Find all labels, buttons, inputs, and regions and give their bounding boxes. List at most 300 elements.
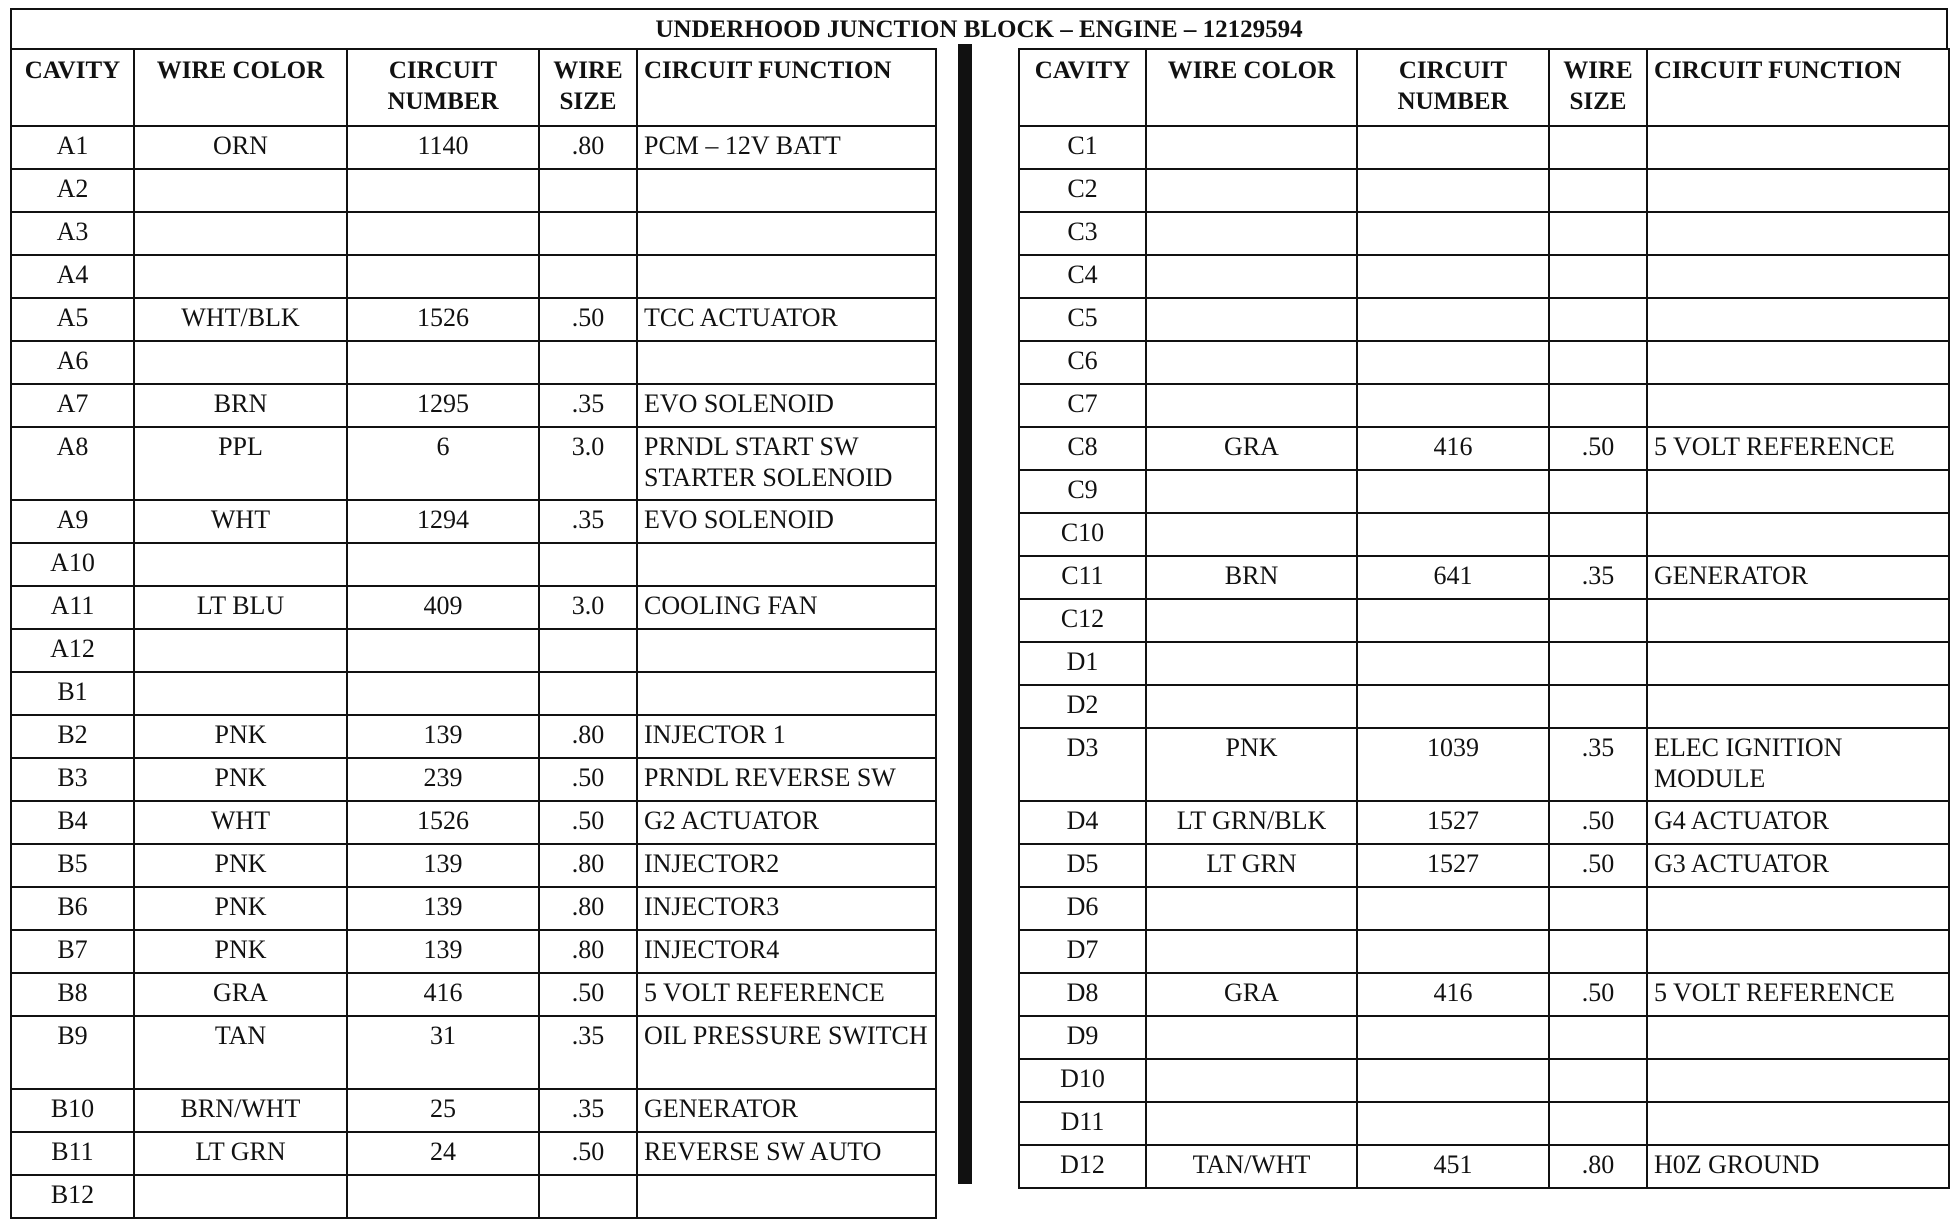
- circuit-function-cell: [637, 543, 936, 586]
- circuit-function-cell: G4 ACTUATOR: [1647, 801, 1949, 844]
- wire-color-cell: GRA: [1146, 427, 1357, 470]
- table-row: [1019, 973, 1949, 1016]
- cavity-cell: C9: [1019, 470, 1146, 513]
- cavity-cell: A11: [11, 586, 134, 629]
- wire-color-cell: [1146, 298, 1357, 341]
- wire-size-cell: .50: [1549, 973, 1647, 1016]
- wire-size-cell: [1549, 599, 1647, 642]
- cavity-cell: B2: [11, 715, 134, 758]
- cavity-cell: C7: [1019, 384, 1146, 427]
- circuit-function-cell: [1647, 1016, 1949, 1059]
- circuit-function-cell: [637, 629, 936, 672]
- table-row: [1019, 470, 1949, 513]
- circuit-function-cell: [1647, 255, 1949, 298]
- circuit-number-cell: [347, 672, 539, 715]
- cavity-cell: C5: [1019, 298, 1146, 341]
- wire-color-cell: PNK: [1146, 728, 1357, 801]
- wire-color-cell: [1146, 169, 1357, 212]
- circuit-function-cell: INJECTOR3: [637, 887, 936, 930]
- wire-size-cell: [1549, 1016, 1647, 1059]
- circuit-number-cell: 1294: [347, 500, 539, 543]
- wire-size-cell: [1549, 298, 1647, 341]
- cavity-cell: A5: [11, 298, 134, 341]
- circuit-number-cell: 1526: [347, 801, 539, 844]
- table-row: [1019, 1059, 1949, 1102]
- circuit-number-cell: [1357, 599, 1549, 642]
- header-row: [11, 49, 936, 126]
- cavity-cell: D9: [1019, 1016, 1146, 1059]
- wire-color-cell: [1146, 341, 1357, 384]
- wire-size-cell: [539, 543, 637, 586]
- wire-color-cell: [134, 169, 347, 212]
- cavity-cell: D5: [1019, 844, 1146, 887]
- wire-size-cell: [1549, 212, 1647, 255]
- wire-size-cell: .50: [539, 1132, 637, 1175]
- wire-size-cell: .50: [1549, 427, 1647, 470]
- cavity-cell: A3: [11, 212, 134, 255]
- circuit-number-cell: [1357, 470, 1549, 513]
- wire-size-cell: .80: [539, 887, 637, 930]
- table-row: [11, 1089, 936, 1132]
- circuit-number-cell: [1357, 384, 1549, 427]
- wire-color-cell: [1146, 1059, 1357, 1102]
- table-row: [11, 844, 936, 887]
- circuit-function-cell: 5 VOLT REFERENCE: [1647, 427, 1949, 470]
- wire-size-cell: .50: [1549, 844, 1647, 887]
- table-row: [11, 629, 936, 672]
- circuit-number-cell: [1357, 126, 1549, 169]
- wire-color-cell: [134, 672, 347, 715]
- table-row: [11, 212, 936, 255]
- circuit-number-cell: 451: [1357, 1145, 1549, 1188]
- wire-color-cell: [1146, 126, 1357, 169]
- circuit-function-cell: EVO SOLENOID: [637, 500, 936, 543]
- circuit-number-cell: 1295: [347, 384, 539, 427]
- table-row: [1019, 1016, 1949, 1059]
- cavity-cell: C2: [1019, 169, 1146, 212]
- circuit-number-cell: [347, 212, 539, 255]
- circuit-function-cell: ELEC IGNITION MODULE: [1647, 728, 1949, 801]
- table-row: [1019, 513, 1949, 556]
- table-row: [11, 715, 936, 758]
- wire-color-cell: PNK: [134, 758, 347, 801]
- cavity-cell: D10: [1019, 1059, 1146, 1102]
- circuit-function-cell: [1647, 341, 1949, 384]
- table-row: [1019, 642, 1949, 685]
- table-row: [11, 672, 936, 715]
- circuit-function-cell: COOLING FAN: [637, 586, 936, 629]
- table-row: [1019, 685, 1949, 728]
- right-pinout-table: [1018, 48, 1950, 1189]
- header-circuit-number: CIRCUIT NUMBER: [347, 49, 539, 126]
- wire-color-cell: [1146, 513, 1357, 556]
- wire-color-cell: WHT: [134, 801, 347, 844]
- circuit-number-cell: 31: [347, 1016, 539, 1089]
- wire-color-cell: [134, 1175, 347, 1218]
- circuit-number-cell: 139: [347, 715, 539, 758]
- circuit-function-cell: [1647, 212, 1949, 255]
- circuit-function-cell: [637, 1175, 936, 1218]
- circuit-function-cell: GENERATOR: [1647, 556, 1949, 599]
- wire-color-cell: [134, 255, 347, 298]
- wire-color-cell: PPL: [134, 427, 347, 500]
- circuit-function-cell: [1647, 169, 1949, 212]
- header-wire-size: WIRE SIZE: [539, 49, 637, 126]
- wire-color-cell: LT GRN: [1146, 844, 1357, 887]
- wire-size-cell: .50: [539, 973, 637, 1016]
- circuit-number-cell: 6: [347, 427, 539, 500]
- wire-size-cell: .35: [1549, 728, 1647, 801]
- circuit-function-cell: [1647, 685, 1949, 728]
- circuit-function-cell: REVERSE SW AUTO: [637, 1132, 936, 1175]
- circuit-number-cell: [1357, 930, 1549, 973]
- cavity-cell: C3: [1019, 212, 1146, 255]
- table-row: [11, 500, 936, 543]
- circuit-number-cell: 416: [1357, 427, 1549, 470]
- cavity-cell: A10: [11, 543, 134, 586]
- circuit-number-cell: 409: [347, 586, 539, 629]
- circuit-function-cell: GENERATOR: [637, 1089, 936, 1132]
- cavity-cell: C8: [1019, 427, 1146, 470]
- cavity-cell: B3: [11, 758, 134, 801]
- table-row: [1019, 887, 1949, 930]
- circuit-number-cell: [1357, 255, 1549, 298]
- wire-color-cell: BRN: [134, 384, 347, 427]
- wire-color-cell: [1146, 887, 1357, 930]
- table-row: [1019, 384, 1949, 427]
- circuit-function-cell: PCM – 12V BATT: [637, 126, 936, 169]
- cavity-cell: A1: [11, 126, 134, 169]
- cavity-cell: D8: [1019, 973, 1146, 1016]
- circuit-number-cell: [1357, 1059, 1549, 1102]
- page-title: UNDERHOOD JUNCTION BLOCK – ENGINE – 12129594: [10, 8, 1948, 48]
- wire-color-cell: PNK: [134, 887, 347, 930]
- cavity-cell: D3: [1019, 728, 1146, 801]
- circuit-number-cell: [347, 629, 539, 672]
- wire-size-cell: [539, 212, 637, 255]
- wire-size-cell: [539, 169, 637, 212]
- wire-color-cell: [134, 341, 347, 384]
- table-row: [1019, 844, 1949, 887]
- table-row: [11, 126, 936, 169]
- circuit-function-cell: PRNDL START SW STARTER SOLENOID: [637, 427, 936, 500]
- circuit-number-cell: [1357, 169, 1549, 212]
- circuit-function-cell: G3 ACTUATOR: [1647, 844, 1949, 887]
- wire-color-cell: [1146, 255, 1357, 298]
- cavity-cell: D12: [1019, 1145, 1146, 1188]
- cavity-cell: D7: [1019, 930, 1146, 973]
- cavity-cell: B9: [11, 1016, 134, 1089]
- circuit-function-cell: TCC ACTUATOR: [637, 298, 936, 341]
- cavity-cell: C11: [1019, 556, 1146, 599]
- circuit-function-cell: [1647, 599, 1949, 642]
- wire-size-cell: [1549, 341, 1647, 384]
- circuit-function-cell: H0Z GROUND: [1647, 1145, 1949, 1188]
- circuit-number-cell: 25: [347, 1089, 539, 1132]
- wire-color-cell: GRA: [134, 973, 347, 1016]
- wire-color-cell: [134, 212, 347, 255]
- circuit-function-cell: G2 ACTUATOR: [637, 801, 936, 844]
- cavity-cell: B12: [11, 1175, 134, 1218]
- wire-size-cell: .80: [539, 126, 637, 169]
- circuit-function-cell: INJECTOR4: [637, 930, 936, 973]
- cavity-cell: B4: [11, 801, 134, 844]
- wire-size-cell: .35: [539, 384, 637, 427]
- circuit-function-cell: [1647, 887, 1949, 930]
- table-row: [1019, 728, 1949, 801]
- table-row: [1019, 126, 1949, 169]
- circuit-number-cell: [1357, 642, 1549, 685]
- cavity-cell: C6: [1019, 341, 1146, 384]
- circuit-function-cell: [637, 255, 936, 298]
- table-row: [11, 384, 936, 427]
- wire-size-cell: [1549, 685, 1647, 728]
- wire-size-cell: [539, 255, 637, 298]
- circuit-function-cell: OIL PRESSURE SWITCH: [637, 1016, 936, 1089]
- circuit-number-cell: [347, 341, 539, 384]
- table-row: [1019, 1145, 1949, 1188]
- table-row: [1019, 556, 1949, 599]
- circuit-number-cell: 1039: [1357, 728, 1549, 801]
- circuit-number-cell: 1527: [1357, 844, 1549, 887]
- wire-size-cell: [1549, 384, 1647, 427]
- circuit-number-cell: 139: [347, 844, 539, 887]
- wire-color-cell: LT GRN/BLK: [1146, 801, 1357, 844]
- cavity-cell: A12: [11, 629, 134, 672]
- circuit-function-cell: [1647, 1102, 1949, 1145]
- wire-color-cell: LT GRN: [134, 1132, 347, 1175]
- header-circuit-number: CIRCUIT NUMBER: [1357, 49, 1549, 126]
- wire-size-cell: .80: [539, 930, 637, 973]
- header-wire-color: WIRE COLOR: [134, 49, 347, 126]
- circuit-function-cell: INJECTOR2: [637, 844, 936, 887]
- left-pinout-table: [10, 48, 937, 1219]
- wire-size-cell: .50: [539, 298, 637, 341]
- circuit-number-cell: [1357, 212, 1549, 255]
- wire-size-cell: [1549, 169, 1647, 212]
- wire-size-cell: .35: [539, 1089, 637, 1132]
- cavity-cell: B7: [11, 930, 134, 973]
- wire-size-cell: [1549, 513, 1647, 556]
- wire-color-cell: PNK: [134, 930, 347, 973]
- wire-color-cell: [1146, 930, 1357, 973]
- wire-color-cell: LT BLU: [134, 586, 347, 629]
- wire-color-cell: WHT/BLK: [134, 298, 347, 341]
- header-cavity: CAVITY: [1019, 49, 1146, 126]
- circuit-number-cell: [1357, 685, 1549, 728]
- wire-size-cell: [539, 672, 637, 715]
- table-row: [11, 341, 936, 384]
- wire-color-cell: [134, 629, 347, 672]
- wire-size-cell: [1549, 642, 1647, 685]
- cavity-cell: B1: [11, 672, 134, 715]
- table-row: [11, 1132, 936, 1175]
- circuit-function-cell: [1647, 298, 1949, 341]
- left-table-body: [11, 126, 936, 1218]
- table-row: [11, 169, 936, 212]
- table-row: [1019, 599, 1949, 642]
- table-row: [11, 1016, 936, 1089]
- table-row: [11, 801, 936, 844]
- wire-size-cell: [1549, 470, 1647, 513]
- circuit-number-cell: [347, 169, 539, 212]
- header-wire-color: WIRE COLOR: [1146, 49, 1357, 126]
- wire-size-cell: 3.0: [539, 427, 637, 500]
- wire-size-cell: [1549, 1059, 1647, 1102]
- cavity-cell: D6: [1019, 887, 1146, 930]
- wire-color-cell: ORN: [134, 126, 347, 169]
- circuit-function-cell: 5 VOLT REFERENCE: [1647, 973, 1949, 1016]
- table-row: [1019, 1102, 1949, 1145]
- cavity-cell: A7: [11, 384, 134, 427]
- circuit-function-cell: PRNDL REVERSE SW: [637, 758, 936, 801]
- circuit-number-cell: [347, 1175, 539, 1218]
- table-row: [1019, 169, 1949, 212]
- wire-size-cell: [539, 629, 637, 672]
- wire-color-cell: [1146, 470, 1357, 513]
- circuit-function-cell: [637, 672, 936, 715]
- header-circuit-function: CIRCUIT FUNCTION: [637, 49, 936, 126]
- wire-size-cell: .50: [539, 801, 637, 844]
- wire-size-cell: .35: [539, 500, 637, 543]
- wire-color-cell: [1146, 685, 1357, 728]
- wire-size-cell: [539, 1175, 637, 1218]
- circuit-number-cell: 1140: [347, 126, 539, 169]
- circuit-number-cell: 139: [347, 930, 539, 973]
- cavity-cell: D1: [1019, 642, 1146, 685]
- wire-color-cell: [1146, 599, 1357, 642]
- cavity-cell: B11: [11, 1132, 134, 1175]
- circuit-number-cell: 641: [1357, 556, 1549, 599]
- column-divider: [958, 44, 972, 1184]
- circuit-number-cell: 239: [347, 758, 539, 801]
- header-cavity: CAVITY: [11, 49, 134, 126]
- cavity-cell: D4: [1019, 801, 1146, 844]
- cavity-cell: D2: [1019, 685, 1146, 728]
- table-row: [11, 586, 936, 629]
- circuit-function-cell: [1647, 1059, 1949, 1102]
- wire-size-cell: 3.0: [539, 586, 637, 629]
- circuit-function-cell: [1647, 642, 1949, 685]
- table-row: [11, 543, 936, 586]
- wire-color-cell: TAN: [134, 1016, 347, 1089]
- circuit-function-cell: 5 VOLT REFERENCE: [637, 973, 936, 1016]
- wire-size-cell: [1549, 930, 1647, 973]
- circuit-number-cell: [1357, 887, 1549, 930]
- wire-size-cell: .80: [539, 715, 637, 758]
- table-row: [11, 973, 936, 1016]
- wire-color-cell: PNK: [134, 715, 347, 758]
- header-circuit-function: CIRCUIT FUNCTION: [1647, 49, 1949, 126]
- wire-color-cell: BRN/WHT: [134, 1089, 347, 1132]
- circuit-number-cell: [1357, 1016, 1549, 1059]
- header-wire-size: WIRE SIZE: [1549, 49, 1647, 126]
- table-row: [11, 255, 936, 298]
- wire-color-cell: [1146, 384, 1357, 427]
- circuit-number-cell: [1357, 341, 1549, 384]
- cavity-cell: D11: [1019, 1102, 1146, 1145]
- wire-size-cell: .35: [1549, 556, 1647, 599]
- table-row: [11, 930, 936, 973]
- wire-size-cell: .35: [539, 1016, 637, 1089]
- circuit-number-cell: 24: [347, 1132, 539, 1175]
- table-row: [1019, 298, 1949, 341]
- table-row: [11, 758, 936, 801]
- wire-size-cell: .50: [539, 758, 637, 801]
- wire-color-cell: [134, 543, 347, 586]
- circuit-function-cell: [1647, 513, 1949, 556]
- circuit-number-cell: 1527: [1357, 801, 1549, 844]
- table-row: [1019, 427, 1949, 470]
- wire-color-cell: GRA: [1146, 973, 1357, 1016]
- wire-color-cell: BRN: [1146, 556, 1357, 599]
- right-table-body: [1019, 126, 1949, 1188]
- circuit-number-cell: 416: [347, 973, 539, 1016]
- circuit-function-cell: [1647, 930, 1949, 973]
- wire-color-cell: TAN/WHT: [1146, 1145, 1357, 1188]
- cavity-cell: C12: [1019, 599, 1146, 642]
- cavity-cell: A8: [11, 427, 134, 500]
- cavity-cell: B10: [11, 1089, 134, 1132]
- circuit-number-cell: [1357, 513, 1549, 556]
- header-row: [1019, 49, 1949, 126]
- circuit-function-cell: [1647, 384, 1949, 427]
- wire-color-cell: [1146, 642, 1357, 685]
- cavity-cell: C10: [1019, 513, 1146, 556]
- circuit-function-cell: [637, 341, 936, 384]
- cavity-cell: C1: [1019, 126, 1146, 169]
- circuit-number-cell: [347, 543, 539, 586]
- wire-color-cell: [1146, 1016, 1357, 1059]
- circuit-number-cell: [1357, 298, 1549, 341]
- wire-size-cell: .80: [539, 844, 637, 887]
- cavity-cell: B6: [11, 887, 134, 930]
- cavity-cell: A4: [11, 255, 134, 298]
- wire-size-cell: [1549, 1102, 1647, 1145]
- circuit-function-cell: [1647, 470, 1949, 513]
- table-row: [11, 298, 936, 341]
- circuit-function-cell: INJECTOR 1: [637, 715, 936, 758]
- wire-color-cell: PNK: [134, 844, 347, 887]
- cavity-cell: B8: [11, 973, 134, 1016]
- table-row: [11, 1175, 936, 1218]
- wire-size-cell: [1549, 255, 1647, 298]
- circuit-number-cell: 139: [347, 887, 539, 930]
- wire-size-cell: [1549, 887, 1647, 930]
- cavity-cell: B5: [11, 844, 134, 887]
- table-row: [1019, 212, 1949, 255]
- cavity-cell: A2: [11, 169, 134, 212]
- table-row: [1019, 255, 1949, 298]
- wire-size-cell: .80: [1549, 1145, 1647, 1188]
- circuit-function-cell: [1647, 126, 1949, 169]
- table-row: [1019, 801, 1949, 844]
- circuit-number-cell: 416: [1357, 973, 1549, 1016]
- table-row: [1019, 930, 1949, 973]
- wire-color-cell: [1146, 212, 1357, 255]
- table-row: [11, 427, 936, 500]
- cavity-cell: A9: [11, 500, 134, 543]
- circuit-function-cell: [637, 169, 936, 212]
- circuit-function-cell: EVO SOLENOID: [637, 384, 936, 427]
- cavity-cell: A6: [11, 341, 134, 384]
- wire-size-cell: [539, 341, 637, 384]
- table-row: [1019, 341, 1949, 384]
- circuit-number-cell: [1357, 1102, 1549, 1145]
- wire-size-cell: .50: [1549, 801, 1647, 844]
- table-row: [11, 887, 936, 930]
- cavity-cell: C4: [1019, 255, 1146, 298]
